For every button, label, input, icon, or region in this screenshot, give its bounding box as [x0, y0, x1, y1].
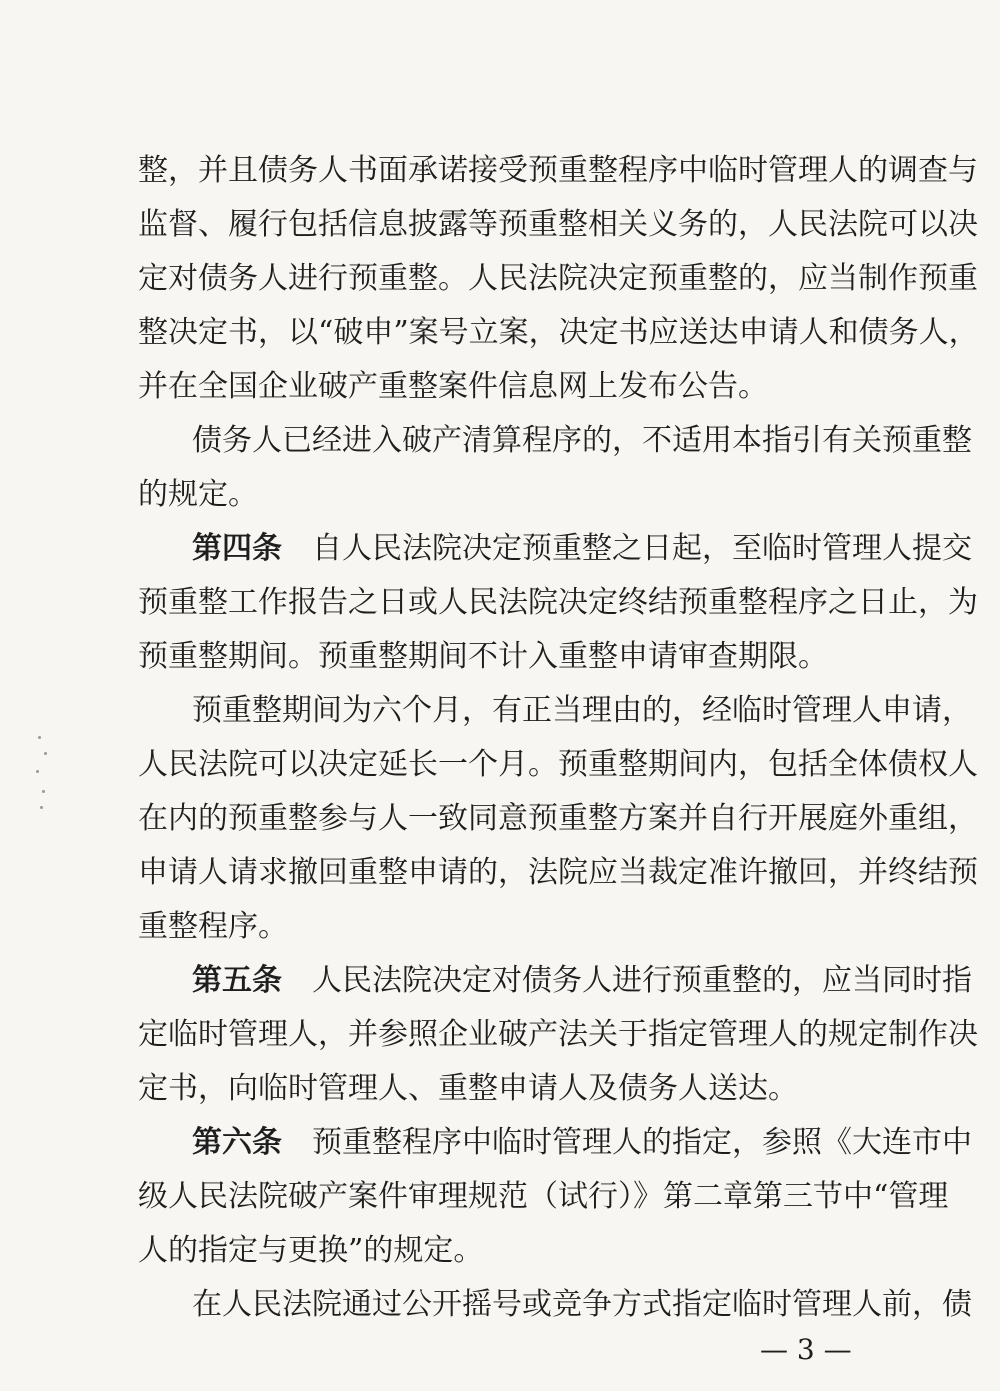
scan-speck — [42, 790, 45, 793]
text-line: 人的指定与更换”的规定。 — [138, 1233, 484, 1268]
scan-speck — [38, 736, 41, 739]
text-line: 定对债务人进行预重整。人民法院决定预重整的，应当制作预重 — [138, 261, 978, 296]
text-line: 定临时管理人，并参照企业破产法关于指定管理人的规定制作决 — [138, 1017, 978, 1052]
text-line: 在内的预重整参与人一致同意预重整方案并自行开展庭外重组， — [138, 801, 978, 836]
article-heading: 第五条 — [192, 963, 282, 998]
text-line: 债务人已经进入破产清算程序的，不适用本指引有关预重整 — [192, 423, 972, 458]
article-heading: 第六条 — [192, 1125, 282, 1160]
scan-speck — [40, 806, 43, 809]
text-line: 定书，向临时管理人、重整申请人及债务人送达。 — [138, 1071, 798, 1106]
page-number: — 3 — — [760, 1333, 852, 1366]
article-line — [0, 524, 1000, 574]
text-line: 重整程序。 — [138, 909, 288, 944]
article-line — [0, 956, 1000, 1006]
article-line — [0, 1118, 1000, 1168]
scan-speck — [36, 770, 39, 773]
text-line: 人民法院决定对债务人进行预重整的，应当同时指 — [312, 963, 972, 998]
text-line: 预重整程序中临时管理人的指定，参照《大连市中 — [312, 1125, 972, 1160]
text-line: 在人民法院通过公开摇号或竞争方式指定临时管理人前，债 — [192, 1287, 972, 1322]
text-line: 自人民法院决定预重整之日起，至临时管理人提交 — [312, 531, 972, 566]
text-line: 整，并且债务人书面承诺接受预重整程序中临时管理人的调查与 — [138, 153, 978, 188]
text-line: 整决定书，以“破申”案号立案，决定书应送达申请人和债务人， — [138, 315, 979, 350]
text-line: 申请人请求撤回重整申请的，法院应当裁定准许撤回，并终结预 — [138, 855, 978, 890]
article-heading: 第四条 — [192, 531, 282, 566]
scan-speck — [44, 752, 47, 755]
text-line: 预重整工作报告之日或人民法院决定终结预重整程序之日止，为 — [138, 585, 978, 620]
text-line: 级人民法院破产案件审理规范（试行）》第二章第三节中“管理 — [138, 1179, 949, 1214]
text-line: 的规定。 — [138, 477, 258, 512]
text-line: 并在全国企业破产重整案件信息网上发布公告。 — [138, 369, 768, 404]
text-line: 人民法院可以决定延长一个月。预重整期间内，包括全体债权人 — [138, 747, 978, 782]
text-line: 预重整期间。预重整期间不计入重整申请审查期限。 — [138, 639, 828, 674]
text-line: 预重整期间为六个月，有正当理由的，经临时管理人申请， — [192, 693, 972, 728]
text-line: 监督、履行包括信息披露等预重整相关义务的，人民法院可以决 — [138, 207, 978, 242]
